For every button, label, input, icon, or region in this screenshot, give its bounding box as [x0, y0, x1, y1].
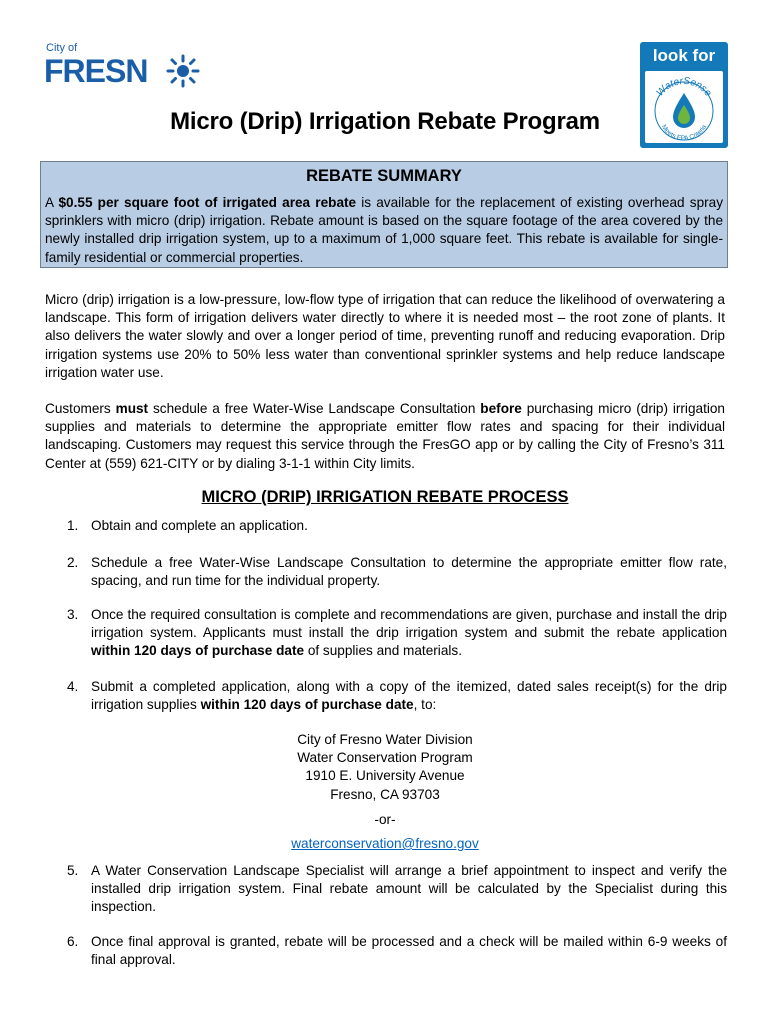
step3-deadline: within 120 days of purchase date — [91, 643, 305, 659]
page-title: Micro (Drip) Irrigation Rebate Program — [170, 108, 600, 135]
list-item — [67, 862, 727, 917]
step-number: 3. — [67, 607, 79, 622]
para2-e: purchasing micro (drip) irrigation supplies and materials to determine the appropriate emitter flow rates and spacing for their individual landscaping. Customers may request this service through the FresGO app or by calling the City of Fresno’s 311 Center at (559) 621-CITY or by dialing 3-1-1 within City limits. — [45, 401, 725, 471]
logo-city-of: City of — [46, 42, 78, 54]
summary-rebate-amount: $0.55 per square foot of irrigated area rebate — [58, 195, 357, 210]
badge-tagline: Meets EPA Criteria — [659, 123, 709, 143]
step-text: A Water Conservation Landscape Specialist will arrange a brief appointment to inspect and verify the installed drip irrigation system. Final rebate amount will be calculated by the Specialist during this inspection. — [91, 863, 727, 915]
step-number: 5. — [67, 863, 79, 878]
step3-a: Once the required consultation is complete and recommendations are given, purchase and install the drip irrigation system. Applicants must install the drip irrigation system and submit the rebate application — [91, 607, 727, 641]
address-line: Water Conservation Program — [297, 750, 473, 766]
step-number: 1. — [67, 518, 79, 533]
step-text — [91, 606, 727, 661]
sun-icon — [166, 54, 200, 88]
mailing-address — [0, 731, 770, 804]
para2-a: Customers — [45, 401, 116, 416]
list-item — [67, 554, 727, 590]
consultation-paragraph — [45, 400, 725, 473]
list-item — [67, 517, 727, 535]
city-of-fresno-logo — [44, 42, 204, 94]
step-text: Once final approval is granted, rebate will be processed and a check will be mailed within 6-9 weeks of final approval. — [91, 934, 727, 968]
step3-c: of supplies and materials. — [304, 643, 462, 659]
step-text — [91, 678, 727, 714]
process-heading: MICRO (DRIP) IRRIGATION REBATE PROCESS — [201, 488, 569, 506]
email-line — [0, 836, 770, 851]
badge-look-for: look for — [652, 46, 716, 65]
rebate-summary-box — [40, 161, 728, 268]
summary-lead: A — [45, 195, 59, 210]
intro-paragraph: Micro (drip) irrigation is a low-pressure, low-flow type of irrigation that can reduce the likelihood of overwatering a landscape. This form of irrigation delivers water directly to where it is needed most – the root zone of plants. It also delivers the water slowly and over a longer period of time, preventing runoff and reducing evaporation. Drip irrigation systems use 20% to 50% less water than conventional sprinkler systems and help reduce landscape irrigation water use. — [45, 292, 725, 380]
para2-before: before — [480, 401, 522, 416]
badge-brand: WaterSense — [654, 75, 714, 99]
email-link[interactable]: waterconservation@fresno.gov — [291, 836, 479, 851]
step4-deadline: within 120 days of purchase date — [200, 697, 414, 713]
para2-must: must — [115, 401, 149, 416]
summary-body — [45, 194, 723, 267]
summary-rest: is available for the replacement of existing overhead spray sprinklers with micro (drip) irrigation. Rebate amount is based on the square footage of the area covered by the newly installed drip irrigation system, up to a maximum of 1,000 square feet. This rebate is available for single-family residential or commercial properties. — [45, 195, 724, 265]
logo-wordmark: FRESN — [44, 53, 148, 89]
list-item — [67, 606, 727, 661]
step-text: Schedule a free Water-Wise Landscape Consultation to determine the appropriate emitter flow rate, spacing, and run time for the individual property. — [91, 555, 727, 589]
step-number: 4. — [67, 679, 79, 694]
para2-c: schedule a free Water-Wise Landscape Consultation — [148, 401, 481, 416]
address-line: City of Fresno Water Division — [297, 732, 473, 747]
summary-heading: REBATE SUMMARY — [306, 167, 462, 185]
list-item — [67, 678, 727, 714]
step4-a: Submit a completed application, along with a copy of the itemized, dated sales receipt(s) for the drip irrigation supplies — [91, 679, 727, 713]
step-number: 2. — [67, 555, 79, 570]
or-separator: -or- — [374, 812, 396, 827]
address-line: 1910 E. University Avenue — [305, 768, 465, 784]
step-number: 6. — [67, 934, 79, 949]
step-text: Obtain and complete an application. — [91, 518, 308, 533]
step4-c: , to: — [413, 697, 437, 713]
list-item — [67, 933, 727, 969]
address-line: Fresno, CA 93703 — [330, 786, 440, 802]
